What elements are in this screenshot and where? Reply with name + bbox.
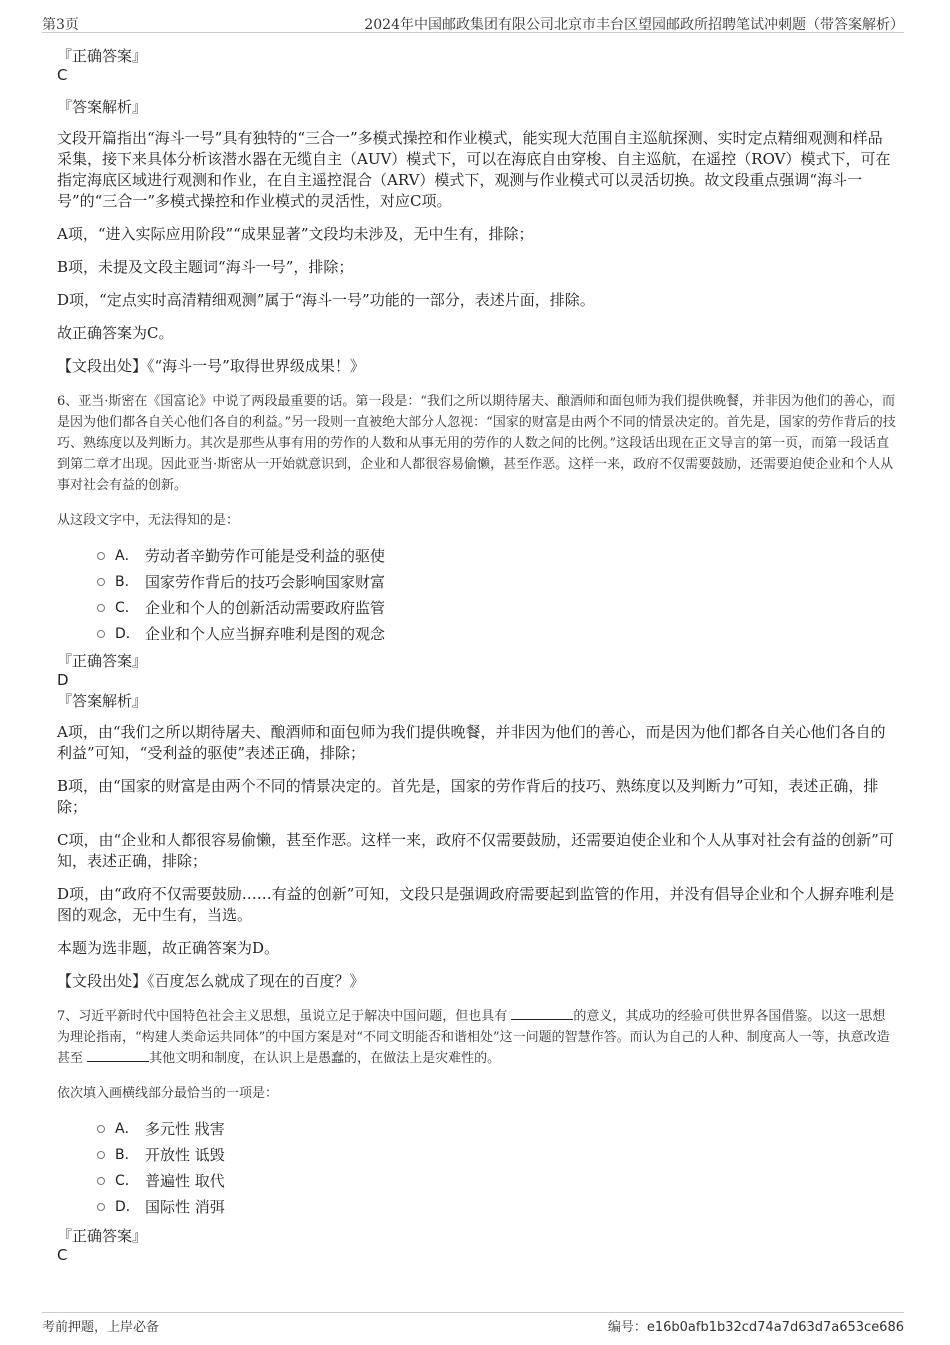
- q5-analysis-option-a: A项，“进入实际应用阶段”“成果显著”文段均未涉及，无中生有，排除；: [57, 225, 534, 243]
- q5-analysis-paragraph: 文段开篇指出“海斗一号”具有独特的“三合一”多模式操控和作业模式，能实现大范围自主巡航探测、实时定点精细观测和样品采集，接下来具体分析该潜水器在无缆自主（AUV）模式下，可以在海底自由穿梭、自主巡航，在遥控（ROV）模式下，可在指定海底区域进行观测和作业，在自主遥控混合（ARV）模式下，观测与作业模式可以灵活切换。故文段重点强调“海斗一号”的“三合一”多模式操控和作业模式的灵活性，对应C项。: [57, 129, 891, 210]
- footer-slogan: 考前押题，上岸必备: [42, 1320, 160, 1335]
- q6-analysis-option-d: D项，由“政府不仅需要鼓励……有益的创新”可知，文段只是强调政府需要起到监管的作用，并没有倡导企业和个人摒弃唯利是图的观念，无中生有，当选。: [57, 885, 895, 924]
- q6-prompt: 从这段文字中，无法得知的是：: [57, 513, 240, 528]
- q6-analysis-option-c: C项，由“企业和人都很容易偷懒，甚至作恶。这样一来，政府不仅需要鼓励，还需要迫使企业和个人从事对社会有益的创新”可知，表述正确，排除；: [57, 831, 894, 870]
- radio-icon[interactable]: [97, 1125, 105, 1133]
- correct-answer-label: 『正确答案』: [57, 1227, 148, 1245]
- analysis-label: 『答案解析』: [57, 98, 148, 116]
- q6-option-b[interactable]: B． 国家劳作背后的技巧会影响国家财富: [57, 569, 897, 595]
- q6-analysis-option-a: A项，由“我们之所以期待屠夫、酿酒师和面包师为我们提供晚餐，并非因为他们的善心，而是因为他们都各自关心他们各自的利益”可知，“受利益的驱使”表述正确，排除；: [57, 723, 886, 762]
- radio-icon[interactable]: [97, 1203, 105, 1211]
- q7-option-b[interactable]: B． 开放性 诋毁: [57, 1142, 897, 1168]
- q6-question: 6、亚当·斯密在《国富论》中说了两段最重要的话。第一段是：“我们之所以期待屠夫、酿酒师和面包师为我们提供晚餐，并非因为他们的善心，而是因为他们都各自关心他们各自的利益。”另一段则一直被绝大部分人忽视：“国家的财富是由两个不同的情景决定的。首先是，国家的劳作背后的技巧、熟练度以及判断力。其次是那些从事有用的劳作的人数和从事无用的劳作的人数之间的比例。”这段话出现在正文导言的第一页，而第一段话直到第二章才出现。因此亚当·斯密从一开始就意识到，企业和人都很容易偷懒，甚至作恶。这样一来，政府不仅需要鼓励，还需要迫使企业和个人从事对社会有益的创新。: [57, 394, 896, 493]
- q6-options: [57, 543, 897, 647]
- radio-icon[interactable]: [97, 1151, 105, 1159]
- q7-question: 7、习近平新时代中国特色社会主义思想，虽说立足于解决中国问题，但也具有 的意义，其成功的经验可供世界各国借鉴。以这一思想为理论指南，“构建人类命运共同体”的中国方案是对“不同文明能否和谐相处”这一问题的智慧作答。而认为自己的人种、制度高人一等，执意改造甚至 其他文明和制度，在认识上是愚蠢的，在做法上是灾难性的。: [57, 1009, 890, 1066]
- q7-answer: C: [57, 1246, 68, 1264]
- q6-analysis-option-b: B项，由“国家的财富是由两个不同的情景决定的。首先是，国家的劳作背后的技巧、熟练度以及判断力”可知，表述正确，排除；: [57, 777, 879, 816]
- q5-conclusion: 故正确答案为C。: [57, 324, 174, 342]
- correct-answer-label: 『正确答案』: [57, 652, 148, 670]
- page-footer: [42, 1312, 904, 1335]
- q5-analysis-option-b: B项，未提及文段主题词“海斗一号”，排除；: [57, 258, 354, 276]
- analysis-label: 『答案解析』: [57, 692, 148, 710]
- document-title: 2024年中国邮政集团有限公司北京市丰台区望园邮政所招聘笔试冲刺题（带答案解析）: [364, 17, 904, 33]
- q6-option-a[interactable]: A． 劳动者辛勤劳作可能是受利益的驱使: [57, 543, 897, 569]
- serial-code: e16b0afb1b32cd74a7d63d7a653ce686: [646, 1320, 904, 1335]
- radio-icon[interactable]: [97, 1177, 105, 1185]
- q7-option-c[interactable]: C． 普遍性 取代: [57, 1168, 897, 1194]
- footer-serial: 编号：e16b0afb1b32cd74a7d63d7a653ce686: [607, 1320, 904, 1335]
- q7-prompt: 依次填入画横线部分最恰当的一项是：: [57, 1086, 279, 1101]
- q6-answer: D: [57, 671, 69, 689]
- q7-options: [57, 1116, 897, 1220]
- fill-blank-1: [511, 1007, 573, 1020]
- page-header: [42, 10, 904, 33]
- q6-conclusion: 本题为选非题，故正确答案为D。: [57, 939, 280, 957]
- q5-source: 【文段出处】《“海斗一号”取得世界级成果！》: [57, 357, 365, 375]
- q7-option-d[interactable]: D． 国际性 消弭: [57, 1194, 897, 1220]
- radio-icon[interactable]: [97, 604, 105, 612]
- correct-answer-label: 『正确答案』: [57, 47, 148, 65]
- radio-icon[interactable]: [97, 630, 105, 638]
- q5-analysis-option-d: D项，“定点实时高清精细观测”属于“海斗一号”功能的一部分，表述片面，排除。: [57, 291, 595, 309]
- q6-source: 【文段出处】《百度怎么就成了现在的百度？》: [57, 972, 365, 990]
- q5-answer: C: [57, 66, 68, 84]
- fill-blank-2: [87, 1049, 149, 1062]
- q6-option-c[interactable]: C． 企业和个人的创新活动需要政府监管: [57, 595, 897, 621]
- page-number: 第3页: [42, 17, 79, 33]
- radio-icon[interactable]: [97, 578, 105, 586]
- radio-icon[interactable]: [97, 552, 105, 560]
- q6-option-d[interactable]: D． 企业和个人应当摒弃唯利是图的观念: [57, 621, 897, 647]
- q7-option-a[interactable]: A． 多元性 戕害: [57, 1116, 897, 1142]
- page-content: [57, 46, 897, 1264]
